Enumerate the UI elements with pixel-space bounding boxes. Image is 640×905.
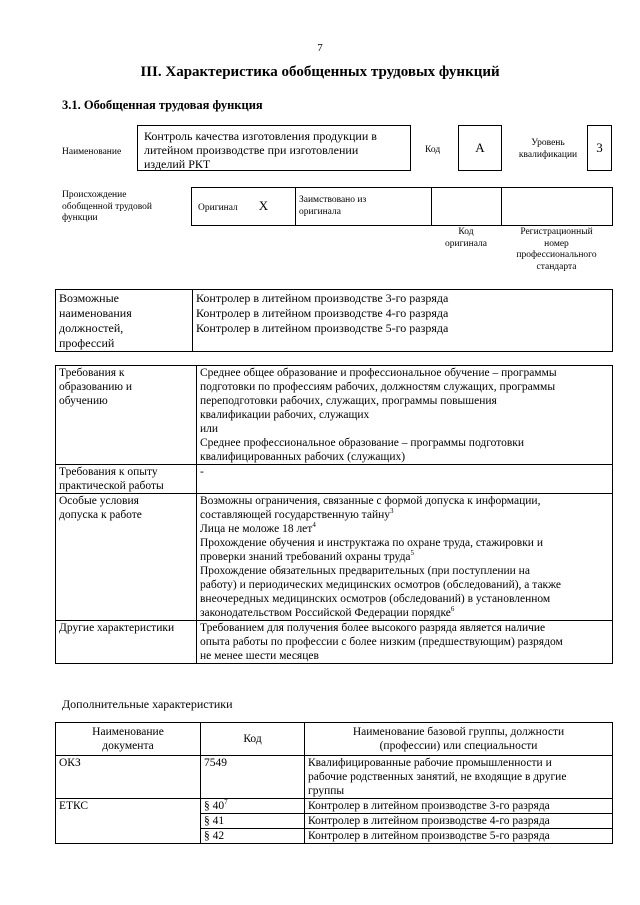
additional-header-row	[56, 723, 613, 756]
borrowed-label: оригинала	[299, 206, 341, 217]
other-value	[197, 621, 613, 664]
position-item: Контролер в литейном производстве 5-го разряда	[196, 321, 449, 335]
footnote-ref: 3	[390, 507, 394, 516]
special-value	[197, 494, 613, 621]
subsection-title: 3.1. Обобщенная трудовая функция	[62, 98, 263, 112]
code-original-label: Код	[458, 227, 474, 237]
education-label-line: обучению	[59, 395, 108, 407]
borrowed-label: Заимствовано из	[299, 195, 367, 205]
level-label: Уровень	[531, 138, 565, 148]
special-line	[200, 522, 609, 536]
footnote-ref: 7	[224, 798, 228, 807]
okz-code: 7549	[201, 756, 305, 799]
special-text: составляющей государственную тайну	[200, 509, 391, 521]
education-row	[56, 366, 613, 465]
special-text: законодательством Российской Федерации порядке	[200, 607, 451, 619]
name-label: Наименование	[62, 147, 122, 157]
education-line: подготовки по профессиям рабочих, должностям служащих, программы	[200, 381, 556, 393]
position-item: Контролер в литейном производстве 3-го разряда	[196, 291, 449, 305]
experience-label	[56, 465, 197, 494]
special-line: работу) и периодических медицинских осмотров (обследований), а также	[200, 579, 562, 591]
header-name-line: (профессии) или специальности	[379, 740, 538, 752]
etks-code: § 41	[201, 814, 305, 829]
reg-number-label: номер	[544, 238, 569, 249]
positions-label-line: наименования	[59, 306, 132, 320]
special-line: внеочередных медицинских осмотров (обследований) в установленном	[200, 593, 551, 605]
special-label-line: Особые условия	[59, 495, 139, 507]
etks-name: Контролер в литейном производстве 5-го разряда	[305, 829, 613, 844]
level-label: квалификации	[518, 149, 578, 160]
special-text: проверки знаний требований охраны труда	[200, 551, 411, 563]
original-cell	[192, 188, 296, 226]
education-label-line: образованию и	[59, 381, 132, 393]
special-line: Прохождение обучения и инструктажа по охране труда, стажировки и	[200, 537, 543, 549]
positions-table	[55, 289, 613, 352]
education-label-line: Требования к	[59, 367, 125, 379]
etks-code-text: § 40	[204, 800, 225, 812]
position-item: Контролер в литейном производстве 4-го разряда	[196, 306, 449, 320]
special-line: Прохождение обязательных предварительных (при поступлении на	[200, 565, 530, 577]
section-title: III. Характеристика обобщенных трудовых функций	[140, 64, 500, 80]
header-doc	[56, 723, 201, 756]
special-line	[200, 508, 609, 522]
education-line: Среднее общее образование и профессиональное обучение – программы	[200, 367, 557, 379]
other-line: Требованием для получения более высокого разряда является наличие	[200, 622, 546, 634]
original-mark: X	[258, 197, 269, 213]
okz-name-line: Квалифицированные рабочие промышленности и	[308, 757, 552, 769]
code-value: А	[458, 125, 502, 171]
code-label: Код	[425, 145, 441, 155]
header-code: Код	[201, 723, 305, 756]
positions-label-line: Возможные	[59, 291, 119, 305]
positions-label	[56, 290, 193, 352]
experience-value: -	[197, 465, 613, 494]
origin-label: обобщенной трудовой	[62, 201, 152, 212]
okz-name	[305, 756, 613, 799]
function-name-line: изделий РКТ	[144, 157, 211, 171]
etks-doc: ЕТКС	[56, 799, 201, 844]
positions-list	[193, 290, 613, 352]
positions-label-line: должностей,	[59, 321, 124, 335]
reg-number-label: стандарта	[536, 261, 577, 272]
header-doc-line: документа	[102, 740, 154, 752]
code-original-cell	[432, 188, 502, 226]
education-label	[56, 366, 197, 465]
table-row	[56, 756, 613, 799]
reg-number-label: профессионального	[516, 250, 597, 260]
other-label: Другие характеристики	[56, 621, 197, 664]
header-doc-line: Наименование	[92, 726, 164, 738]
education-value	[197, 366, 613, 465]
special-row	[56, 494, 613, 621]
origin-label: Происхождение	[62, 190, 127, 200]
experience-label-line: Требования к опыту	[59, 466, 158, 478]
positions-label-line: профессий	[59, 336, 115, 350]
footnote-ref: 5	[410, 549, 415, 558]
table-row	[56, 799, 613, 814]
etks-code	[201, 799, 305, 814]
etks-name: Контролер в литейном производстве 3-го разряда	[305, 799, 613, 814]
function-name-line: Контроль качества изготовления продукции в	[144, 129, 377, 143]
special-line: Возможны ограничения, связанные с формой допуска к информации,	[200, 495, 541, 507]
footnote-ref: 4	[312, 521, 316, 530]
okz-doc: ОКЗ	[56, 756, 201, 799]
special-line	[200, 606, 609, 620]
other-row	[56, 621, 613, 664]
other-line: опыта работы по профессии с более низким (предшествующим) разрядом	[200, 636, 563, 648]
code-original-label: оригинала	[445, 238, 487, 249]
requirements-table	[55, 365, 613, 664]
page-number: 7	[317, 42, 323, 54]
reg-number-label: Регистрационный	[520, 227, 593, 237]
okz-name-line: группы	[308, 785, 345, 797]
okz-name-line: рабочие родственных занятий, не входящие в другие	[308, 771, 567, 783]
reg-number-cell	[502, 188, 613, 226]
origin-label: функции	[62, 213, 98, 223]
etks-code: § 42	[201, 829, 305, 844]
education-line: Среднее профессиональное образование – программы подготовки	[200, 437, 525, 449]
borrowed-cell	[296, 188, 432, 226]
education-line: или	[200, 423, 219, 435]
level-value: 3	[587, 125, 612, 171]
additional-title: Дополнительные характеристики	[62, 697, 233, 711]
education-line: квалификации рабочих, служащих	[200, 409, 370, 421]
additional-table	[55, 722, 613, 844]
header-name-line: Наименование базовой группы, должности	[352, 726, 565, 738]
function-name-line: литейном производстве при изготовлении	[144, 143, 359, 157]
education-line: квалифицированных рабочих (служащих)	[200, 451, 406, 463]
original-label: Оригинал	[198, 202, 238, 213]
header-name	[305, 723, 613, 756]
education-line: переподготовки рабочих, служащих, программы повышения	[200, 395, 497, 407]
function-name-box	[137, 125, 411, 171]
etks-name: Контролер в литейном производстве 4-го разряда	[305, 814, 613, 829]
special-text: Лица не моложе 18 лет	[200, 523, 313, 535]
footnote-ref: 6	[450, 605, 455, 614]
experience-row	[56, 465, 613, 494]
origin-table	[191, 187, 613, 226]
other-line: не менее шести месяцев	[200, 650, 319, 662]
special-label	[56, 494, 197, 621]
special-line	[200, 550, 609, 564]
experience-label-line: практической работы	[59, 480, 164, 492]
special-label-line: допуска к работе	[59, 509, 142, 521]
